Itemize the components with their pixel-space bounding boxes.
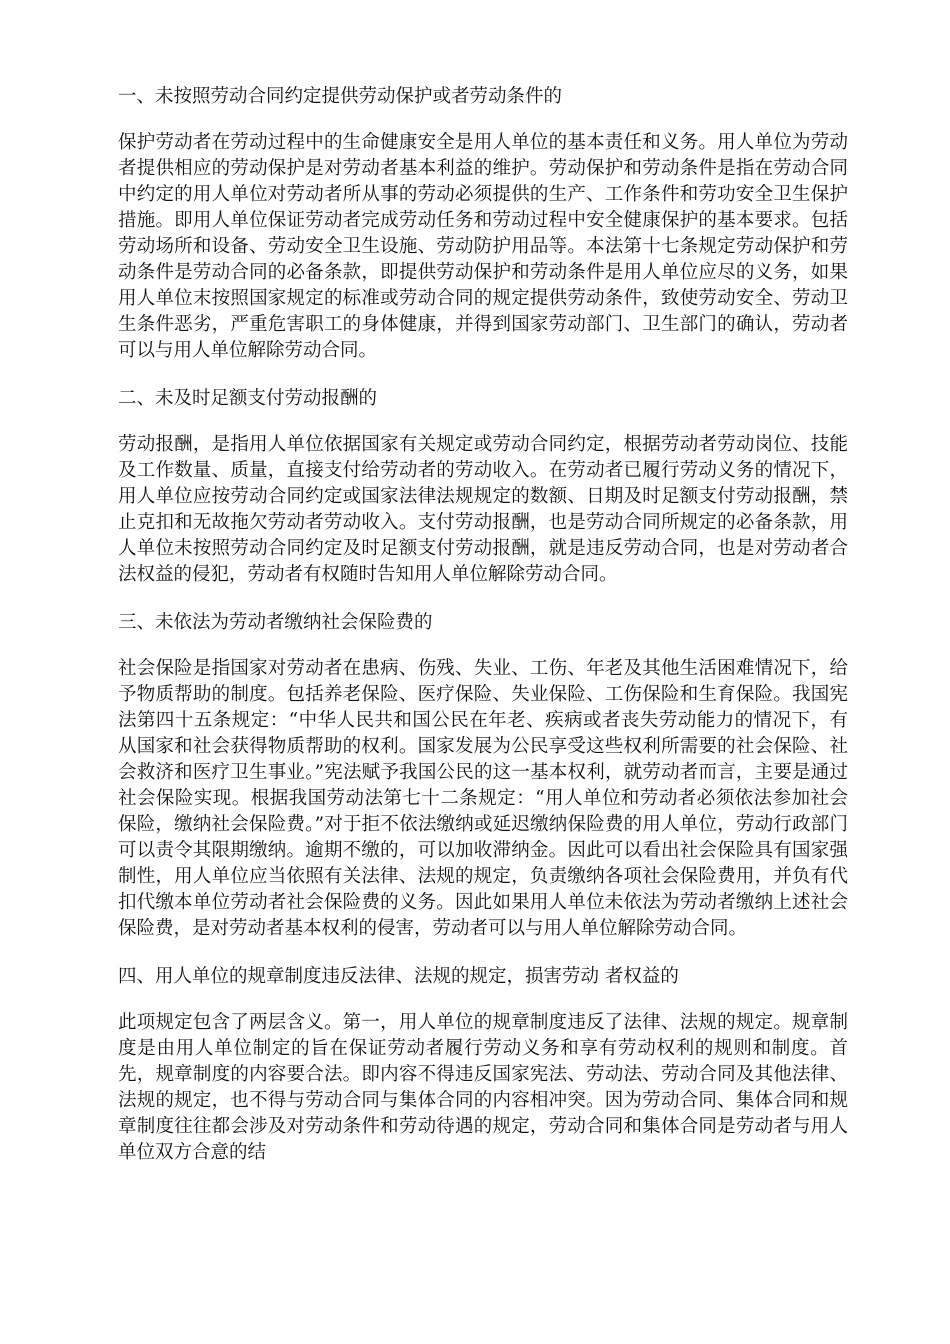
document-body (118, 84, 848, 1188)
section-paragraph: 劳动报酬，是指用人单位依据国家有关规定或劳动合同约定，根据劳动者劳动岗位、技能及工作数量、质量，直接支付给劳动者的劳动收入。在劳动者已履行劳动义务的情况下，用人单位应按劳动合同约定或国家法律法规规定的数额、日期及时足额支付劳动报酬，禁止克扣和无故拖欠劳动者劳动收入。支付劳动报酬，也是劳动合同所规定的必备条款，用人单位未按照劳动合同约定及时足额支付劳动报酬，就是违反劳动合同，也是对劳动者合法权益的侵犯，劳动者有权随时告知用人单位解除劳动合同。 (118, 434, 848, 585)
section-heading: 二、未及时足额支付劳动报酬的 (118, 388, 378, 409)
section-paragraph: 此项规定包含了两层含义。第一，用人单位的规章制度违反了法律、法规的规定。规章制度是由用人单位制定的旨在保证劳动者履行劳动义务和享有劳动权利的规则和制度。首先，规章制度的内容要合法。即内容不得违反国家宪法、劳动法、劳动合同及其他法律、法规的规定，也不得与劳动合同与集体合同的内容相冲突。因为劳动合同、集体合同和规章制度往往都会涉及对劳动条件和劳动待遇的规定，劳动合同和集体合同是劳动者与用人单位双方合意的结 (118, 1012, 848, 1163)
section-heading: 一、未按照劳动合同约定提供劳动保护或者劳动条件的 (118, 86, 563, 107)
section-paragraph: 社会保险是指国家对劳动者在患病、伤残、失业、工伤、年老及其他生活困难情况下，给予物质帮助的制度。包括养老保险、医疗保险、失业保险、工伤保险和生育保险。我国宪法第四十五条规定：“中华人民共和国公民在年老、疾病或者丧失劳动能力的情况下，有从国家和社会获得物质帮助的权利。国家发展为公民享受这些权利所需要的社会保险、社会救济和医疗卫生事业。”宪法赋予我国公民的这一基本权利，就劳动者而言，主要是通过社会保险实现。根据我国劳动法第七十二条规定：“用人单位和劳动者必须依法参加社会保险，缴纳社会保险费。”对于拒不依法缴纳或延迟缴纳保险费的用人单位，劳动行政部门可以责令其限期缴纳。逾期不缴的，可以加收滞纳金。因此可以看出社会保险具有国家强制性，用人单位应当依照有关法律、法规的规定，负责缴纳各项社会保险费用，并负有代扣代缴本单位劳动者社会保险费的义务。因此如果用人单位未依法为劳动者缴纳上述社会保险费，是对劳动者基本权利的侵害，劳动者可以与用人单位解除劳动合同。 (118, 658, 848, 939)
section-paragraph: 保护劳动者在劳动过程中的生命健康安全是用人单位的基本责任和义务。用人单位为劳动者提供相应的劳动保护是对劳动者基本利益的维护。劳动保护和劳动条件是指在劳动合同中约定的用人单位对劳动者所从事的劳动必须提供的生产、工作条件和劳功安全卫生保护措施。即用人单位保证劳动者完成劳动任务和劳动过程中安全健康保护的基本要求。包括劳动场所和设备、劳动安全卫生设施、劳动防护用品等。本法第十七条规定劳动保护和劳动条件是劳动合同的必备条款，即提供劳动保护和劳动条件是用人单位应尽的义务，如果用人单位末按照国家规定的标准或劳动合同的规定提供劳动条件，致使劳动安全、劳动卫生条件恶劣，严重危害职工的身体健康，并得到国家劳动部门、卫生部门的确认，劳动者可以与用人单位解除劳动合同。 (118, 132, 848, 361)
section-heading: 三、未依法为劳动者缴纳社会保险费的 (118, 612, 433, 633)
section-heading: 四、用人单位的规章制度违反法律、法规的规定，损害劳动 者权益的 (118, 966, 679, 987)
